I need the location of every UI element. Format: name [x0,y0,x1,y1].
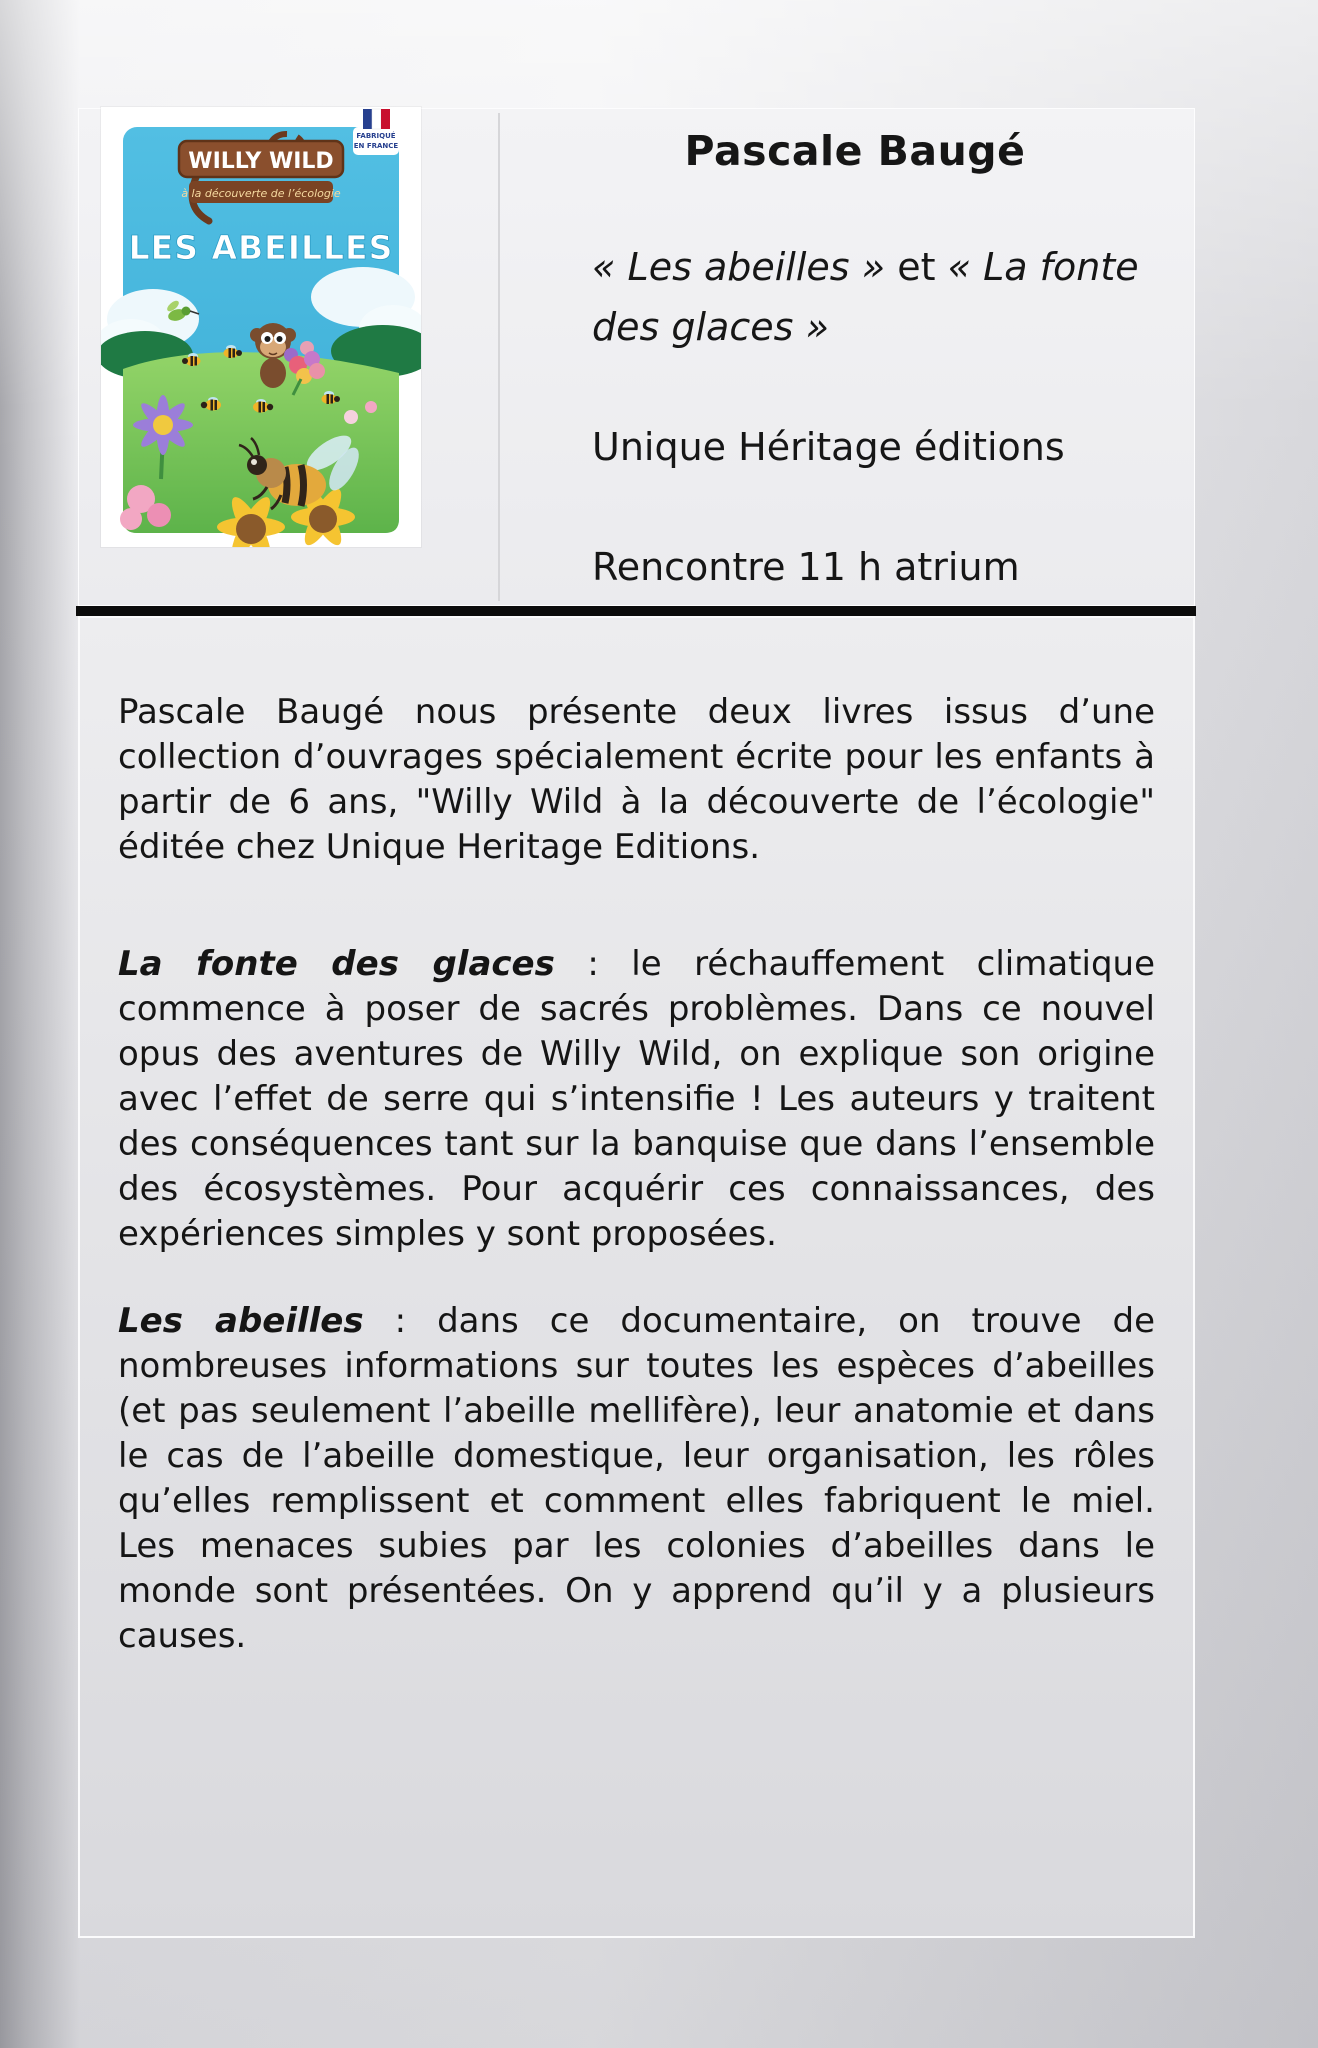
meeting-info: Rencontre 11 h atrium [592,545,1020,589]
flag-label-1: FABRIQUÉ [356,132,396,140]
book-title-abeilles: « Les abeilles » [592,245,886,289]
header-text-panel [500,109,1194,605]
header-card [78,108,1195,606]
brand-name: WILLY WILD [188,149,334,174]
book-cover [101,107,421,547]
paragraph-fonte-des-glaces [118,942,1155,1257]
book-cover-art [101,107,421,547]
paragraph-abeilles-text: : dans ce documentaire, on trouve de nombreuses informations sur toutes les espèces d’abeilles (et pas seulement l’abeille mellifère), leur anatomie et dans le cas de l’abeille domestique, leur organisation, les rôles qu’elles remplissent et comment elles fabriquent le miel. Les menaces subies par les colonies d’abeilles dans le monde sont présentées. On y apprend qu’il y a plusieurs causes. [118,1301,1156,1656]
flag-label-2: EN FRANCE [353,142,399,150]
paragraph-abeilles [118,1299,1155,1659]
titles-separator: et [885,245,948,289]
brand-subtitle: à la découverte de l’écologie [181,187,341,200]
description-card [78,616,1195,1938]
paragraph-fonte-text: : le réchauffement climatique commence à poser de sacrés problèmes. Dans ce nouvel opus des aventures de Willy Wild, on explique son origine avec l’effet de serre qui s’intensifie ! Les auteurs y traitent des conséquences tant sur la banquise que dans l’ensemble des écosystèmes. Pour acquérir ces connaissances, des expériences simples y sont proposées. [118,944,1156,1254]
cover-title: LES ABEILLES [128,228,394,267]
lead-title-abeilles: Les abeilles [118,1301,364,1341]
publisher-name: Unique Héritage éditions [592,425,1065,469]
book-titles-line [592,237,1192,357]
author-name: Pascale Baugé [684,127,1026,175]
book-title-fonte: « La fonte des glaces » [592,245,1139,349]
lead-title-fonte: La fonte des glaces [118,944,555,984]
separator-rule [76,606,1196,616]
paragraph-intro: Pascale Baugé nous présente deux livres issus d’une collection d’ouvrages spécialement écrite pour les enfants à partir de 6 ans, "Willy Wild à la découverte de l’écologie" éditée chez Unique Heritage Editions. [118,692,1155,867]
